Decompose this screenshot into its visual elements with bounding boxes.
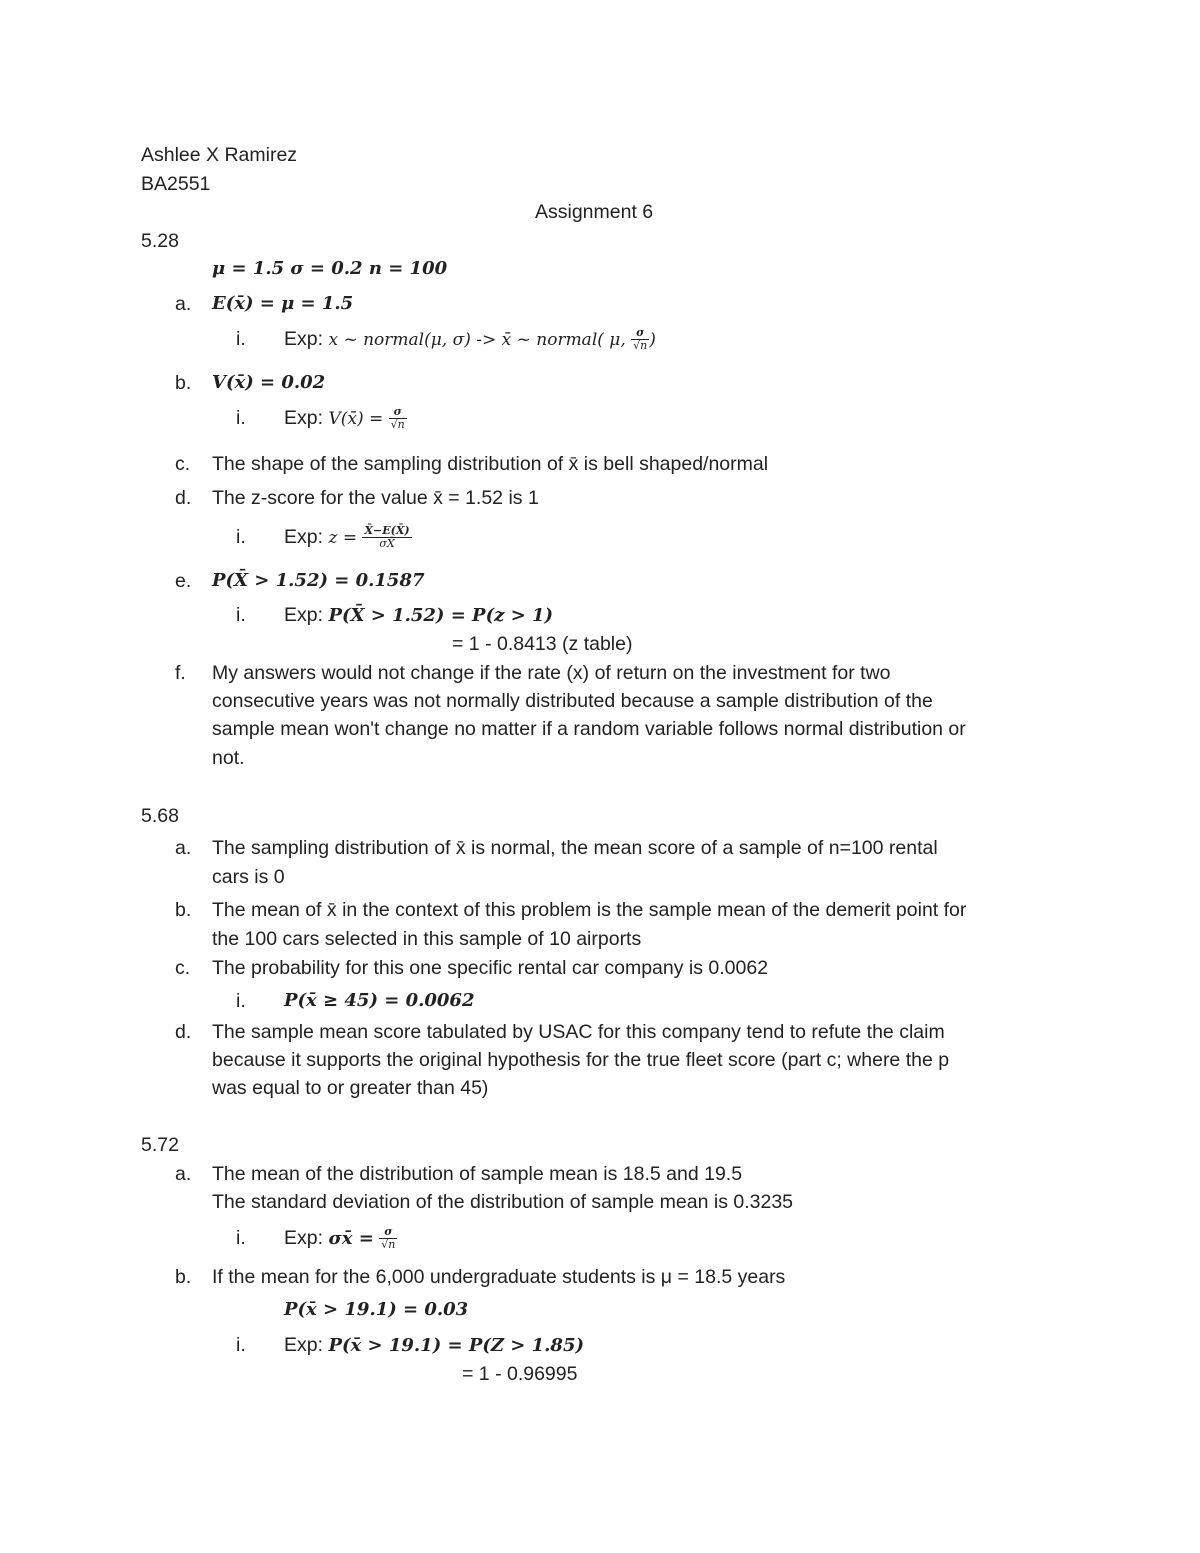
paragraph-line: The sample mean score tabulated by USAC for this company tend to refute the claim <box>212 1021 945 1043</box>
item-label-f: f. <box>175 662 186 684</box>
explanation-line: Exp: V(x̄) = $\frac{\sigma}{√n}$ <box>284 405 405 432</box>
paragraph-line: not. <box>212 747 245 769</box>
std-error-formula: σx̄ = <box>328 1228 374 1249</box>
probability-answer: P(X̄ > 1.52) = 0.1587 <box>212 570 425 591</box>
item-label-a: a. <box>175 837 192 859</box>
course-code: BA2551 <box>141 173 211 195</box>
explanation-line: Exp: P(X̄ > 1.52) = P(z > 1) <box>284 604 553 626</box>
distribution-formula: x ~ normal(μ, σ) -> x̄ ~ normal( μ, <box>328 330 626 350</box>
subitem-label: i. <box>236 328 246 350</box>
explanation-line: Exp: σx̄ = $\frac{\sigma}{√n}$ <box>284 1225 396 1252</box>
sigma-over-root-n: $\frac{\sigma}{√n}$ <box>390 405 405 432</box>
variance-formula: V(x̄) = <box>328 409 384 429</box>
sigma-over-root-n: $\frac{\sigma}{√n}$ <box>633 326 648 353</box>
z-formula: z = <box>328 528 358 548</box>
paragraph-line: cars is 0 <box>212 866 285 888</box>
paragraph-line: My answers would not change if the rate (x) of return on the investment for two <box>212 662 891 684</box>
variance-answer: V(x̄) = 0.02 <box>212 372 326 393</box>
shape-answer: The shape of the sampling distribution of x̄ is bell shaped/normal <box>212 453 769 475</box>
given-parameters: μ = 1.5 σ = 0.2 n = 100 <box>212 258 448 279</box>
probability-formula: P(x̄ ≥ 45) = 0.0062 <box>284 990 475 1011</box>
item-label-d: d. <box>175 1021 192 1043</box>
explanation-line: Exp: x ~ normal(μ, σ) -> x̄ ~ normal( μ, $\frac{\sigma}{√n}$ ) <box>284 326 656 353</box>
problem-number-568: 5.68 <box>141 805 179 827</box>
item-label-c: c. <box>175 957 191 979</box>
item-label-a: a. <box>175 293 192 315</box>
probability-formula: P(X̄ > 1.52) = P(z > 1) <box>328 605 553 626</box>
subitem-label: i. <box>236 526 246 548</box>
z-fraction: $\frac{X̄-E(X̄)}{\sigma X̄}$ <box>364 524 410 551</box>
paragraph-line: because it supports the original hypothesis for the true fleet score (part c; where the p <box>212 1049 950 1071</box>
subitem-label: i. <box>236 407 246 429</box>
item-label-e: e. <box>175 570 192 592</box>
explanation-line: Exp: z = $\frac{X̄-E(X̄)}{\sigma X̄}$ <box>284 524 410 551</box>
subitem-label: i. <box>236 990 246 1012</box>
item-label-d: d. <box>175 487 192 509</box>
paragraph-line: The probability for this one specific rental car company is 0.0062 <box>212 957 769 979</box>
paragraph-line: consecutive years was not normally distributed because a sample distribution of the <box>212 690 933 712</box>
sigma-over-root-n: $\frac{\sigma}{√n}$ <box>381 1225 396 1252</box>
paragraph-line: The standard deviation of the distribution of sample mean is 0.3235 <box>212 1191 794 1213</box>
paragraph-line: sample mean won't change no matter if a random variable follows normal distribution or <box>212 718 966 740</box>
item-label-a: a. <box>175 1163 192 1185</box>
item-label-b: b. <box>175 1266 192 1288</box>
explanation-prefix: Exp: <box>284 328 324 350</box>
author-name: Ashlee X Ramirez <box>141 144 298 166</box>
paragraph-line: The sampling distribution of x̄ is normal, the mean score of a sample of n=100 rental <box>212 837 938 859</box>
subitem-label: i. <box>236 1227 246 1249</box>
item-label-b: b. <box>175 899 192 921</box>
page-title: Assignment 6 <box>535 201 654 223</box>
paragraph-line: the 100 cars selected in this sample of 10 airports <box>212 928 642 950</box>
z-score-answer: The z-score for the value x̄ = 1.52 is 1 <box>212 487 539 509</box>
probability-calc: = 1 - 0.96995 <box>462 1363 578 1385</box>
subitem-label: i. <box>236 1334 246 1356</box>
problem-number-572: 5.72 <box>141 1134 179 1156</box>
paragraph-line: If the mean for the 6,000 undergraduate students is μ = 18.5 years <box>212 1266 786 1288</box>
paragraph-line: The mean of the distribution of sample mean is 18.5 and 19.5 <box>212 1163 743 1185</box>
explanation-line: Exp: P(x̄ > 19.1) = P(Z > 1.85) <box>284 1334 584 1356</box>
item-label-b: b. <box>175 372 192 394</box>
expected-value-answer: E(x̄) = μ = 1.5 <box>212 293 354 314</box>
probability-calc: = 1 - 0.8413 (z table) <box>452 633 633 655</box>
paragraph-line: was equal to or greater than 45) <box>212 1077 489 1099</box>
item-label-c: c. <box>175 453 191 475</box>
paragraph-line: The mean of x̄ in the context of this problem is the sample mean of the demerit point for <box>212 899 967 921</box>
subitem-label: i. <box>236 604 246 626</box>
problem-number-528: 5.28 <box>141 230 179 252</box>
probability-formula: P(x̄ > 19.1) = 0.03 <box>284 1299 469 1320</box>
probability-formula: P(x̄ > 19.1) = P(Z > 1.85) <box>328 1335 584 1356</box>
